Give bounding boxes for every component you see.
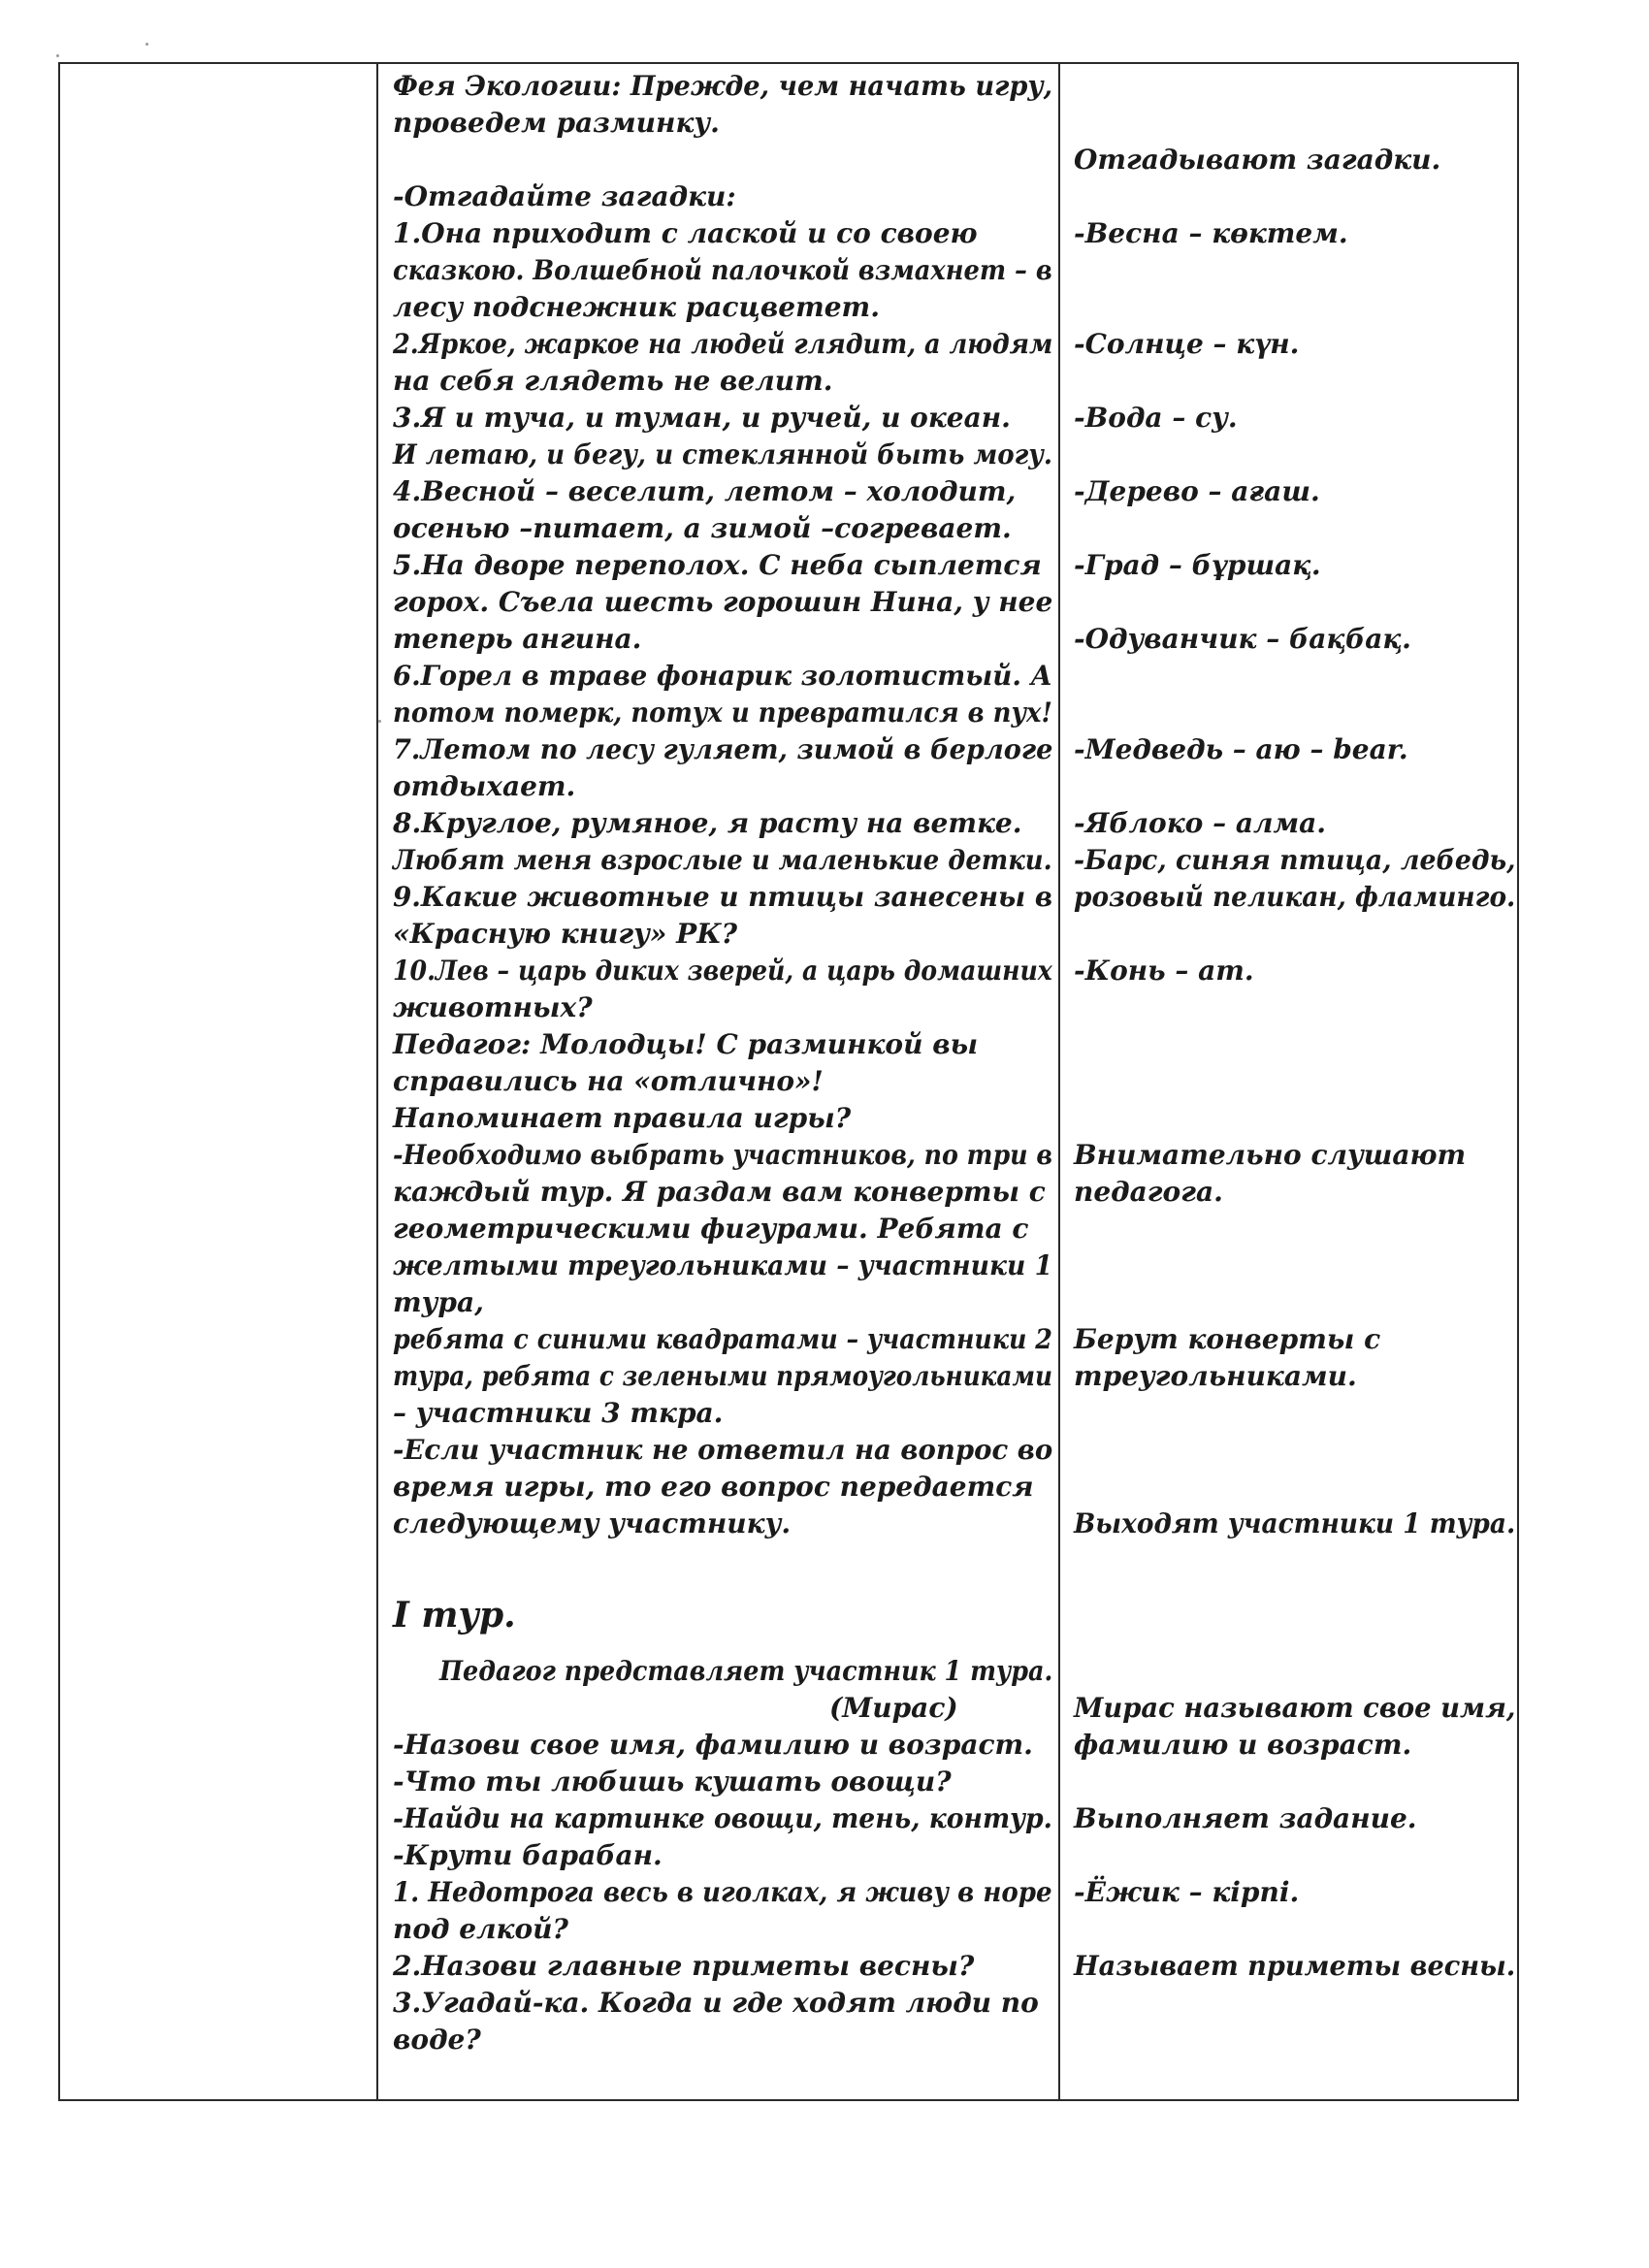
teacher-line: 6.Горел в траве фонарик золотистый. А xyxy=(393,660,1052,692)
children-activity-column xyxy=(1074,62,1515,2101)
teacher-line: проведем разминку. xyxy=(393,107,720,139)
teacher-line: И летаю, и бегу, и стеклянной быть могу. xyxy=(393,438,1052,470)
teacher-line: 9.Какие животные и птицы занесены в xyxy=(393,881,1053,913)
tour-line: -Найди на картинке овощи, тень, контур. xyxy=(393,1802,1052,1834)
tour-title: I тур. xyxy=(393,1595,516,1636)
children-line: Берут конверты с xyxy=(1074,1323,1381,1355)
children-line: педагога. xyxy=(1074,1176,1223,1208)
tour-line: Педагог представляет участник 1 тура. xyxy=(439,1655,1053,1687)
teacher-line: отдыхает. xyxy=(393,770,576,802)
children-line: -Солнце – күн. xyxy=(1074,328,1300,360)
teacher-line: тура, ребята с зелеными прямоугольниками xyxy=(393,1360,1052,1392)
teacher-line: 10.Лев – царь диких зверей, а царь домашних xyxy=(393,955,1052,987)
teacher-line: горох. Съела шесть горошин Нина, у нее xyxy=(393,586,1053,618)
teacher-line: тура, xyxy=(393,1286,484,1318)
tour-line: 1. Недотрога весь в иголках, я живу в норе xyxy=(393,1876,1052,1908)
teacher-line: 4.Весной – веселит, летом – холодит, xyxy=(393,475,1017,507)
column-divider-right xyxy=(1058,62,1060,2101)
children-line: розовый пеликан, фламинго. xyxy=(1074,881,1516,913)
children-line: -Град – бұршақ. xyxy=(1074,549,1321,581)
tour-line: -Крути барабан. xyxy=(393,1839,663,1871)
teacher-line: сказкою. Волшебной палочкой взмахнет – в xyxy=(393,254,1052,286)
children-line: -Ёжик – кірпі. xyxy=(1074,1876,1300,1908)
teacher-line: -Отгадайте загадки: xyxy=(393,180,736,212)
tour-line: воде? xyxy=(393,2024,481,2056)
children-line: Мирас называют свое имя, xyxy=(1074,1692,1516,1724)
teacher-line: потом померк, потух и превратился в пух! xyxy=(393,697,1052,729)
teacher-line: животных? xyxy=(393,991,593,1023)
children-line: -Яблоко – алма. xyxy=(1074,807,1326,839)
tour-line: -Назови свое имя, фамилию и возраст. xyxy=(393,1729,1033,1761)
teacher-line: лесу подснежник расцветет. xyxy=(393,291,880,323)
children-line: -Весна – көктем. xyxy=(1074,217,1348,249)
teacher-activity-column xyxy=(393,62,1052,2101)
children-line: Выходят участники 1 тура. xyxy=(1074,1507,1516,1539)
teacher-line: ребята с синими квадратами – участники 2 xyxy=(393,1323,1052,1355)
children-line: Отгадывают загадки. xyxy=(1074,144,1441,176)
children-line: -Медведь – аю – bear. xyxy=(1074,733,1408,765)
teacher-line: 1.Она приходит с лаской и со своею xyxy=(393,217,978,249)
tour-line: 2.Назови главные приметы весны? xyxy=(393,1950,975,1982)
children-line: -Вода – су. xyxy=(1074,402,1238,434)
teacher-line: 8.Круглое, румяное, я расту на ветке. xyxy=(393,807,1022,839)
teacher-line: каждый тур. Я раздам вам конверты с xyxy=(393,1176,1046,1208)
children-line: -Дерево – ағаш. xyxy=(1074,475,1320,507)
children-line: -Барс, синяя птица, лебедь, xyxy=(1074,844,1516,876)
children-line: треугольниками. xyxy=(1074,1360,1357,1392)
column-divider-left xyxy=(376,62,378,2101)
teacher-line: время игры, то его вопрос передается xyxy=(393,1471,1034,1503)
children-line: Внимательно слушают xyxy=(1074,1139,1467,1171)
tour-line: (Мирас) xyxy=(829,1692,958,1724)
children-line: Называет приметы весны. xyxy=(1074,1950,1516,1982)
teacher-line: Фея Экологии: Прежде, чем начать игру, xyxy=(393,70,1053,102)
teacher-line: -Если участник не ответил на вопрос во xyxy=(393,1434,1053,1466)
scan-speck xyxy=(56,54,59,57)
teacher-line: желтыми треугольниками – участники 1 xyxy=(393,1249,1053,1281)
teacher-line: 2.Яркое, жаркое на людей глядит, а людям xyxy=(393,328,1053,360)
tour-line: 3.Угадай-ка. Когда и где ходят люди по xyxy=(393,1987,1039,2019)
teacher-line: Напоминает правила игры? xyxy=(393,1102,852,1134)
teacher-line: геометрическими фигурами. Ребята с xyxy=(393,1213,1029,1245)
teacher-line: Педагог: Молодцы! С разминкой вы xyxy=(393,1028,979,1060)
tour-line: под елкой? xyxy=(393,1913,568,1945)
teacher-line: справились на «отлично»! xyxy=(393,1065,824,1097)
children-line: -Одуванчик – бақбақ. xyxy=(1074,623,1411,655)
teacher-line: 7.Летом по лесу гуляет, зимой в берлоге xyxy=(393,733,1053,765)
scan-speck xyxy=(146,43,148,46)
teacher-line: 3.Я и туча, и туман, и ручей, и океан. xyxy=(393,402,1011,434)
children-line: фамилию и возраст. xyxy=(1074,1729,1412,1761)
children-line: Выполняет задание. xyxy=(1074,1802,1417,1834)
teacher-line: на себя глядеть не велит. xyxy=(393,365,833,397)
teacher-line: Любят меня взрослые и маленькие детки. xyxy=(393,844,1052,876)
teacher-line: «Красную книгу» РК? xyxy=(393,918,738,950)
teacher-line: 5.На дворе переполох. С неба сыплется xyxy=(393,549,1042,581)
teacher-line: следующему участнику. xyxy=(393,1507,792,1539)
teacher-line: теперь ангина. xyxy=(393,623,642,655)
teacher-line: – участники 3 ткра. xyxy=(393,1397,724,1429)
tour-line: -Что ты любишь кушать овощи? xyxy=(393,1766,952,1798)
teacher-line: осенью –питает, а зимой –согревает. xyxy=(393,512,1012,544)
children-line: -Конь – ат. xyxy=(1074,955,1254,987)
teacher-line: -Необходимо выбрать участников, по три в xyxy=(393,1139,1053,1171)
